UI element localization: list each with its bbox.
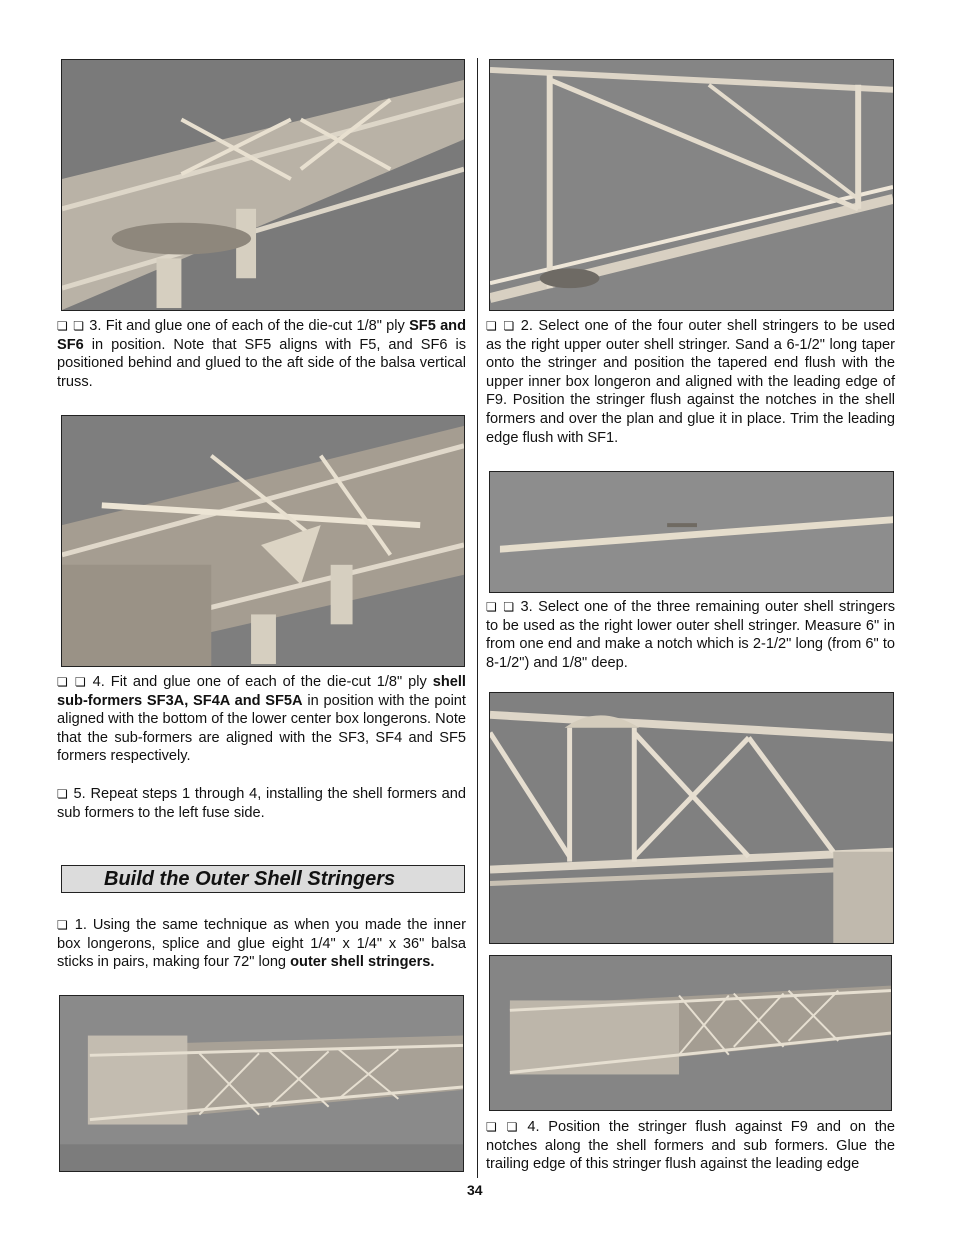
checkbox-icon[interactable]: ❏ ❏: [486, 1120, 519, 1134]
column-divider: [477, 58, 478, 1178]
photo-fuselage-stringers-installed: [489, 955, 892, 1111]
checkbox-icon[interactable]: ❏: [57, 918, 69, 932]
checkbox-icon[interactable]: ❏ ❏: [57, 319, 86, 333]
step-position-stringer: ❏ ❏ 4. Position the stringer flush against F9 and on the notches along the shell formers and sub formers. Glue the trailing edge of this stringer flush against the leading edge: [486, 1119, 895, 1173]
step-upper-stringer: ❏ ❏ 2. Select one of the four outer shell stringers to be used as the right upper outer shell stringer. Sand a 6-1/2" long taper onto the stringer and position the tapered end flush with the upper inner box longeron and aligned with the leading edge of F9. Position the stringer flush against the notches in the shell formers and over the plan and glue it in place. Trim the leading edge flush with SF1.: [486, 318, 895, 446]
photo-fuselage-side-view: [59, 995, 464, 1172]
photo-truss-closeup: [489, 692, 894, 944]
checkbox-icon[interactable]: ❏ ❏: [486, 319, 516, 333]
checkbox-icon[interactable]: ❏ ❏: [57, 675, 87, 689]
page-number: 34: [467, 1182, 483, 1198]
photo-notched-stringer: [489, 471, 894, 593]
step-repeat-left-side: ❏ 5. Repeat steps 1 through 4, installing the shell formers and sub formers to the left fuse side.: [57, 786, 467, 821]
photo-sf5-sf6-installed: [61, 59, 465, 311]
step-splice-stringers: ❏ 1. Using the same technique as when you made the inner box longerons, splice and glue eight 1/4" x 1/4" x 36" balsa sticks in pairs, making four 72" long outer shell stringers.: [57, 917, 466, 971]
photo-upper-stringer: [489, 59, 894, 311]
photo-sub-formers-installed: [61, 415, 465, 667]
step-sub-formers: ❏ ❏ 4. Fit and glue one of each of the die-cut 1/8" ply shell sub-formers SF3A, SF4A and SF5A in position with the point aligned with the bottom of the lower center box longerons. Note that the sub-formers are aligned with the SF3, SF4 and SF5 formers respectively.: [57, 674, 466, 765]
checkbox-icon[interactable]: ❏: [57, 787, 69, 801]
step-sf5-sf6: ❏ ❏ 3. Fit and glue one of each of the die-cut 1/8" ply SF5 and SF6 in position. Note that SF5 aligns with F5, and SF6 is positioned behind and glued to the aft side of the balsa vertical truss.: [57, 318, 467, 390]
checkbox-icon[interactable]: ❏ ❏: [486, 600, 516, 614]
step-lower-stringer: ❏ ❏ 3. Select one of the three remaining outer shell stringers to be used as the right lower outer shell stringer. Measure 6" in from one end and make a notch which is 2-1/2" long (from 6" to 8-1/2") and 1/8" deep.: [486, 599, 895, 671]
section-heading: Build the Outer Shell Stringers: [61, 865, 465, 893]
